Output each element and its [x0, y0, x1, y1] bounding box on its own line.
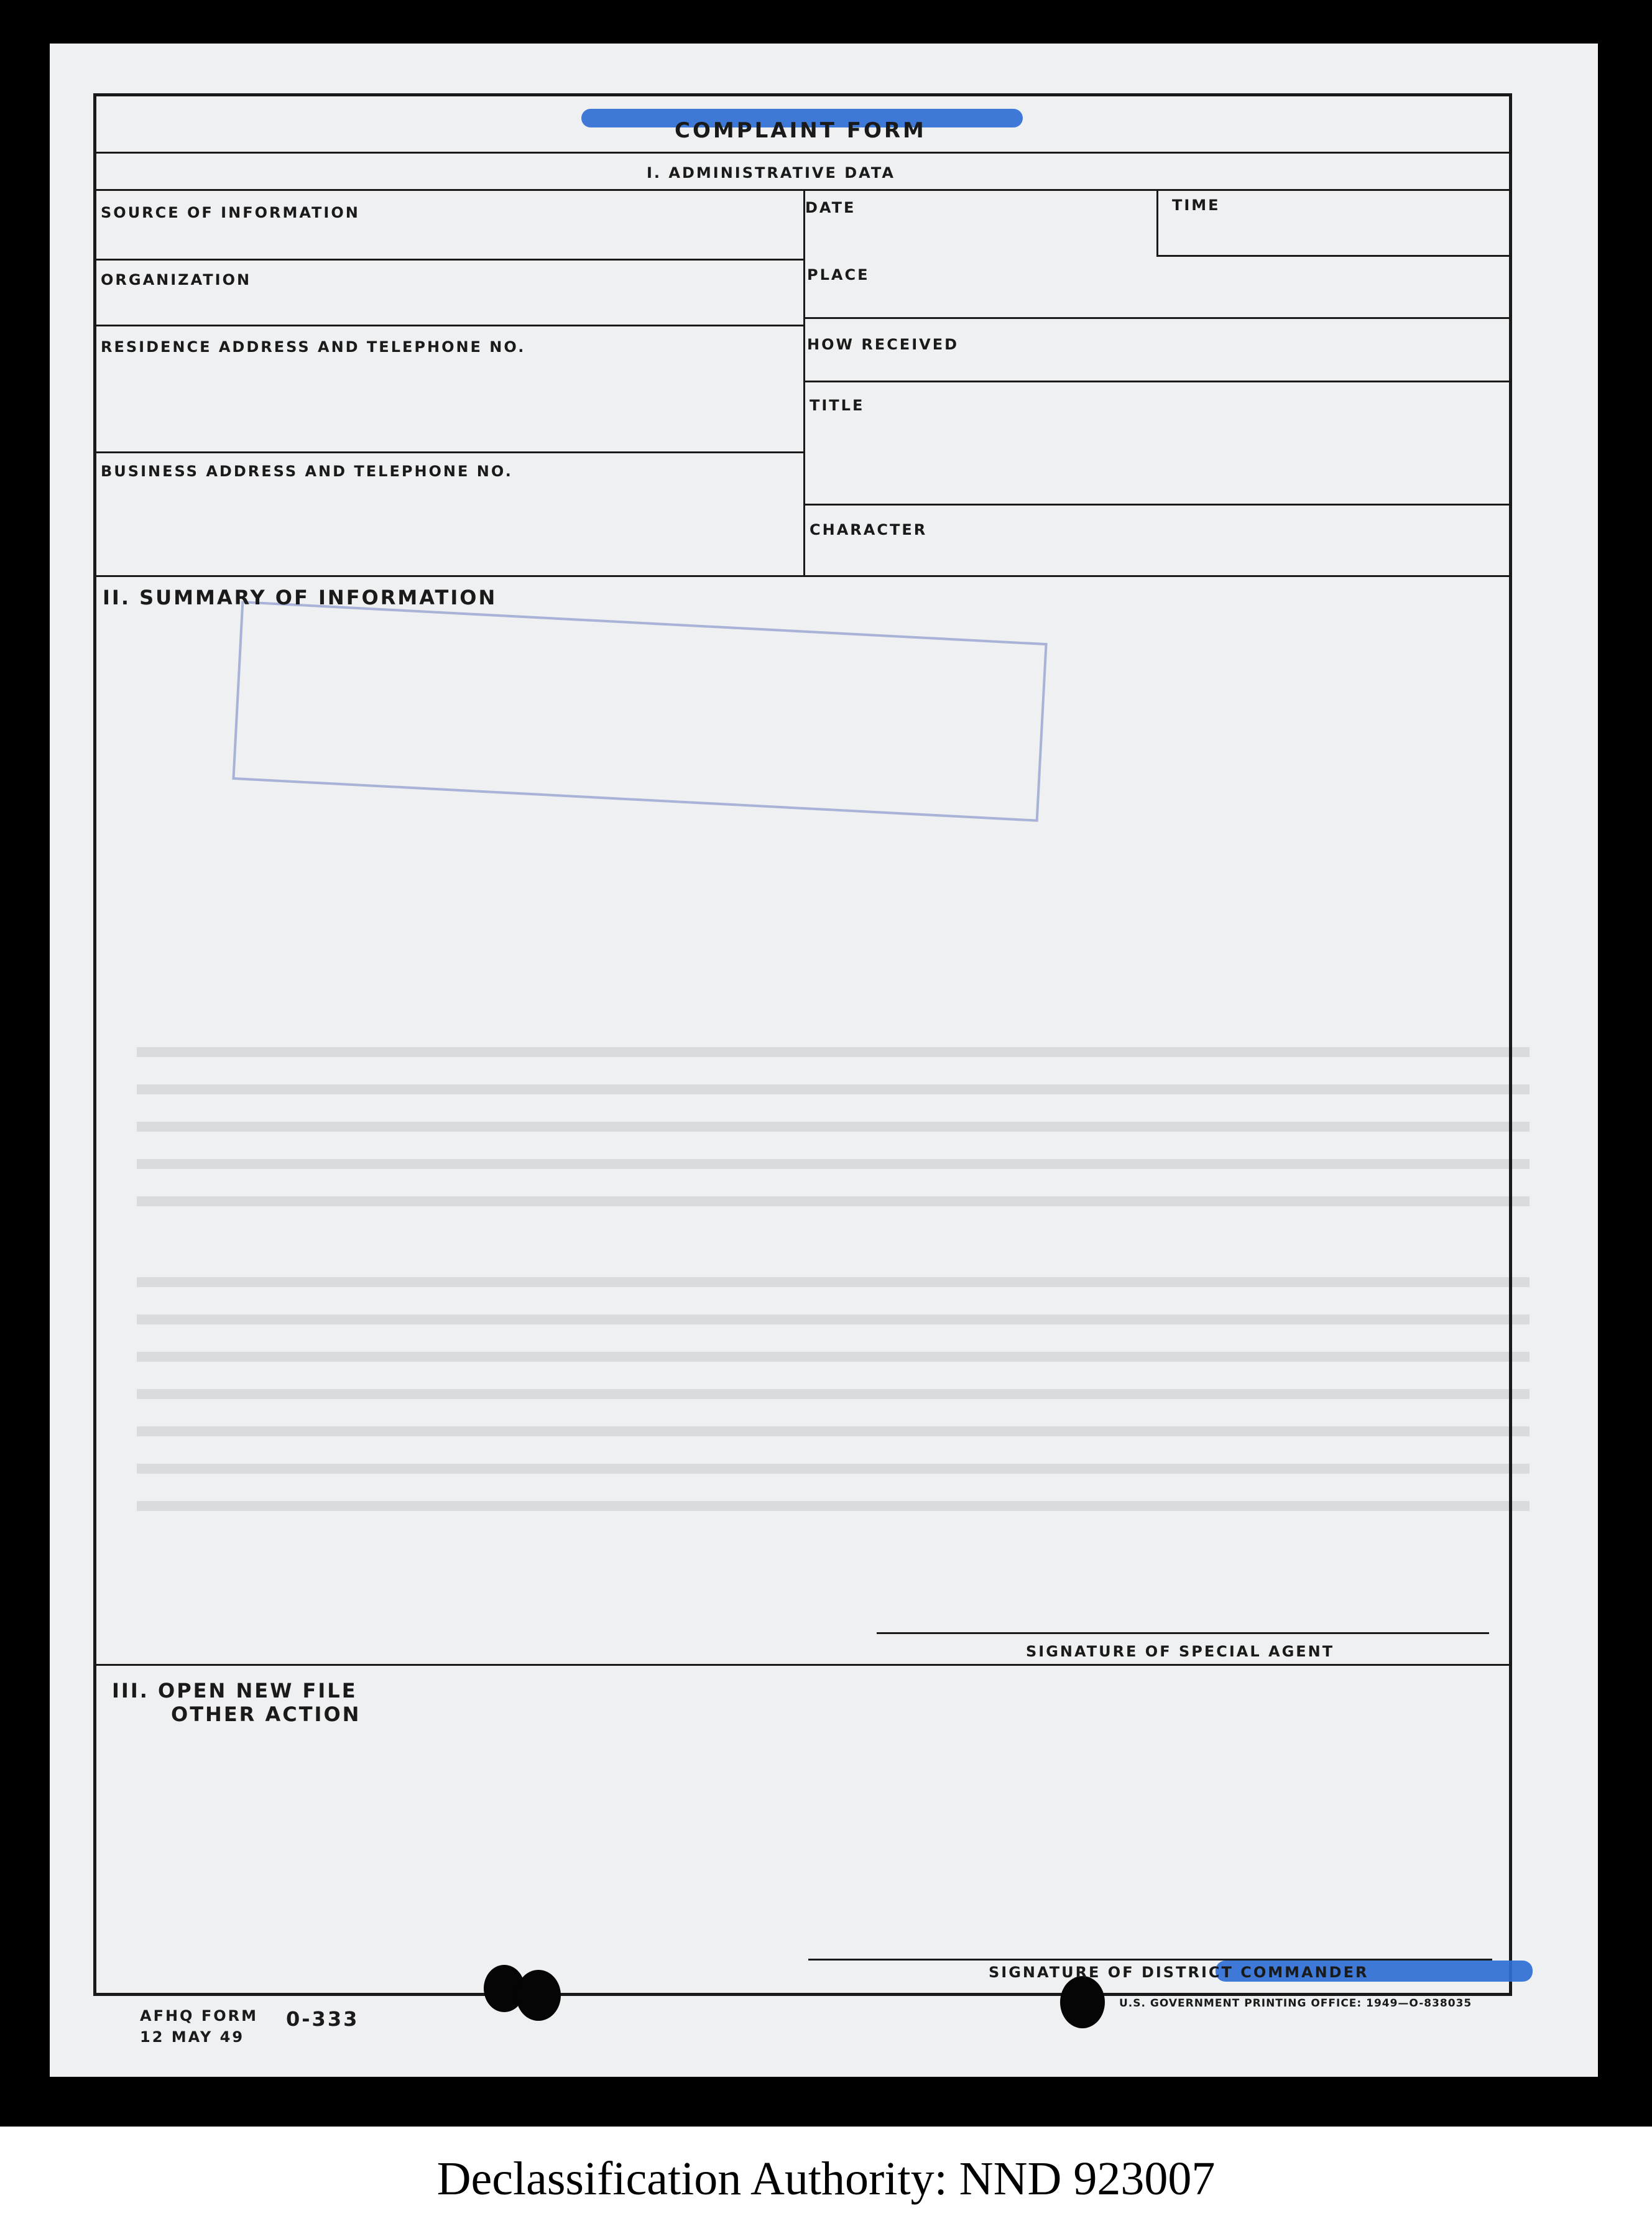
label-how-received: HOW RECEIVED	[807, 336, 959, 353]
punch-hole	[1060, 1976, 1105, 2028]
footer-form-date: 12 MAY 49	[140, 2028, 245, 2046]
label-signature-special-agent: SIGNATURE OF SPECIAL AGENT	[1026, 1643, 1335, 1660]
column-divider	[803, 189, 805, 575]
label-organization: ORGANIZATION	[101, 271, 252, 289]
label-business-address: BUSINESS ADDRESS AND TELEPHONE NO.	[101, 463, 513, 480]
label-title: TITLE	[810, 397, 865, 414]
label-place: PLACE	[807, 266, 870, 284]
section-heading-summary: II. SUMMARY OF INFORMATION	[103, 586, 497, 609]
label-residence-address: RESIDENCE ADDRESS AND TELEPHONE NO.	[101, 338, 526, 356]
rule	[93, 152, 1512, 154]
label-time: TIME	[1172, 196, 1221, 214]
label-source-of-information: SOURCE OF INFORMATION	[101, 204, 360, 221]
column-divider	[1156, 189, 1158, 255]
agent-signature-line	[877, 1632, 1489, 1634]
form-title: COMPLAINT FORM	[675, 118, 926, 143]
footer-printing-office: U.S. GOVERNMENT PRINTING OFFICE: 1949—O-838035	[1119, 1997, 1472, 2010]
rule	[93, 1664, 1512, 1666]
rule	[803, 317, 1512, 319]
label-character: CHARACTER	[810, 521, 928, 538]
rule	[93, 325, 803, 326]
section-heading-administrative: I. ADMINISTRATIVE DATA	[647, 164, 895, 182]
footer-form-number: 0-333	[286, 2007, 359, 2031]
rule	[93, 575, 1512, 577]
declassification-caption: Declassification Authority: NND 923007	[436, 2152, 1216, 2205]
footer-form-id: AFHQ FORM	[140, 2007, 258, 2025]
rule	[803, 381, 1512, 382]
section-heading-open-new-file: III. OPEN NEW FILE	[112, 1679, 358, 1702]
label-date: DATE	[805, 199, 856, 216]
rule	[93, 259, 803, 261]
rule	[93, 451, 803, 453]
rule	[93, 189, 1512, 191]
rule	[803, 504, 1512, 506]
label-other-action: OTHER ACTION	[171, 1702, 361, 1726]
rule	[1156, 255, 1512, 257]
punch-hole	[516, 1970, 561, 2021]
label-signature-district-commander: SIGNATURE OF DISTRICT COMMANDER	[989, 1964, 1369, 1981]
